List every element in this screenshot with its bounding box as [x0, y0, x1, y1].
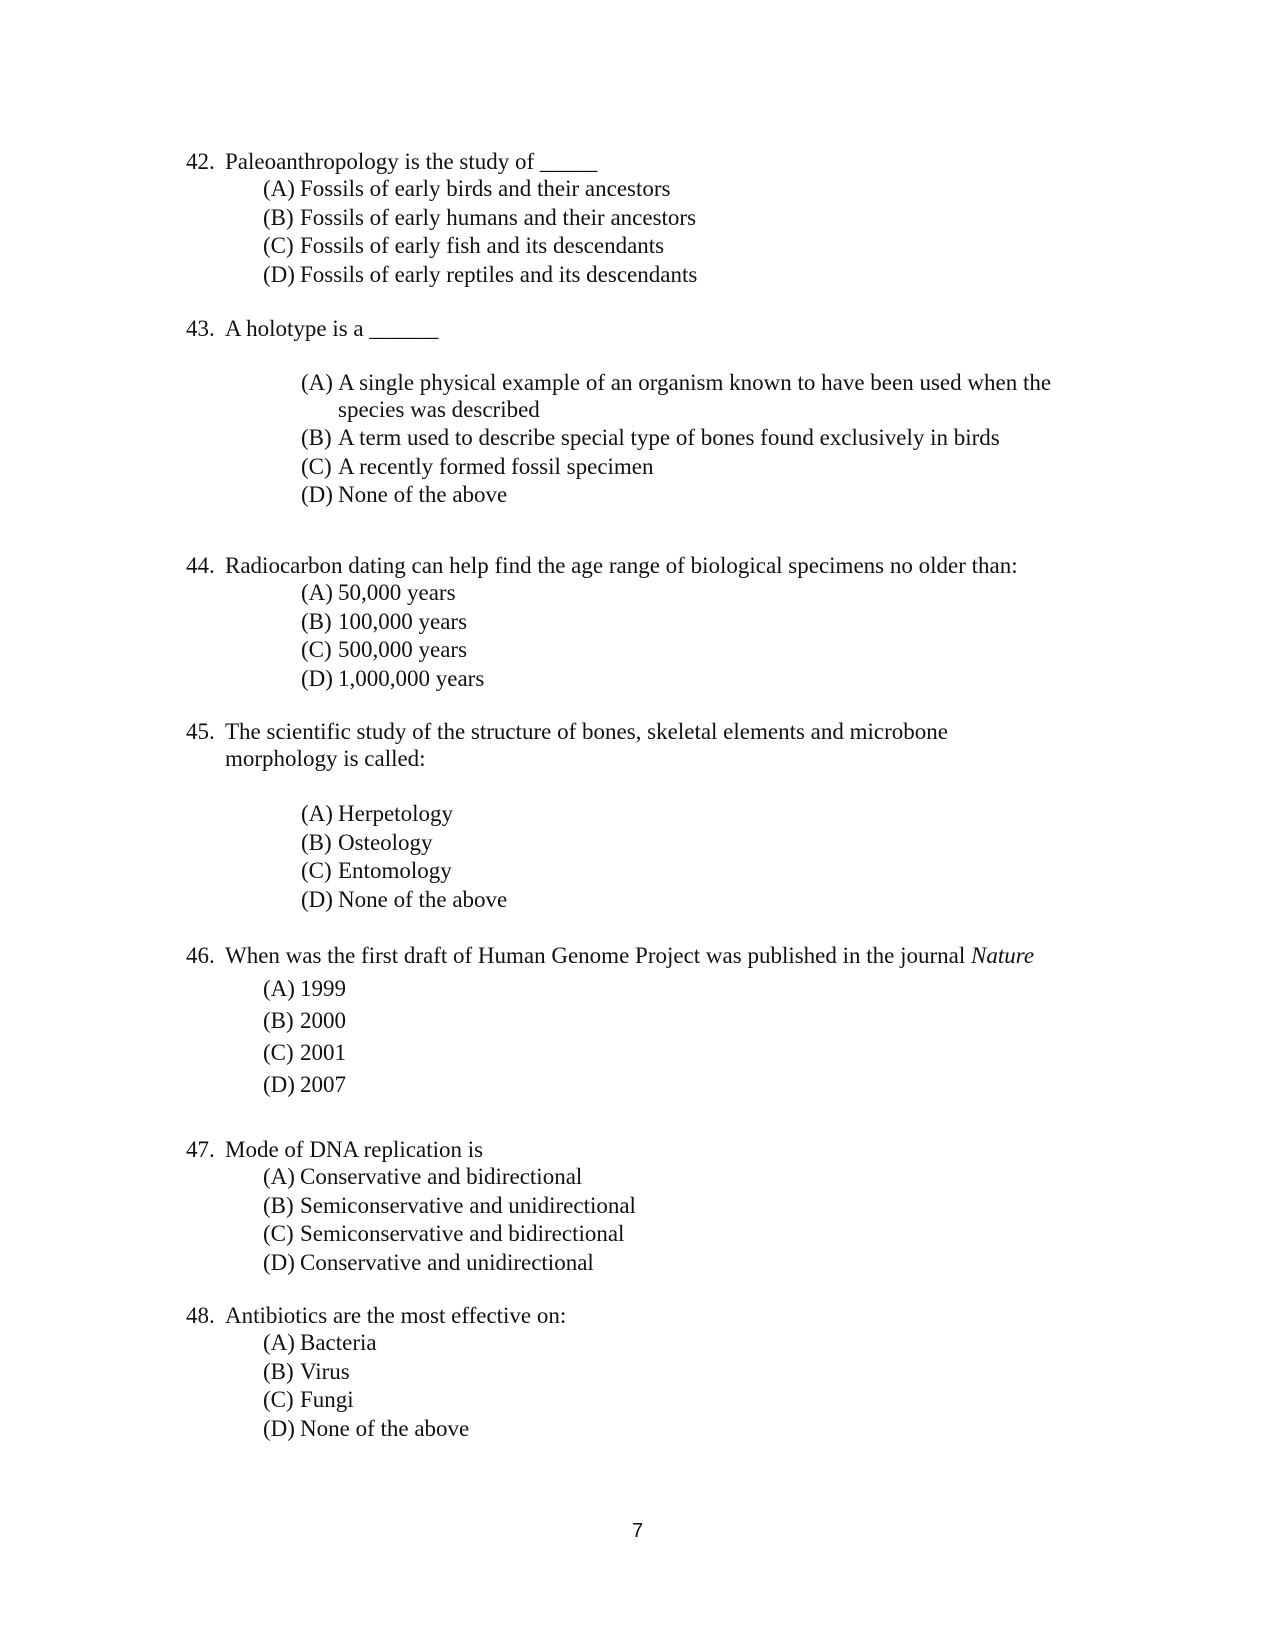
option-letter: (C) — [263, 1221, 294, 1246]
option-d — [301, 665, 1116, 694]
option-letter: (D) — [263, 1072, 295, 1097]
option-c — [301, 636, 1116, 665]
question-text: Radiocarbon dating can help find the age range of biological specimens no older than: — [225, 553, 1018, 578]
option-text: 50,000 years — [338, 580, 456, 605]
option-text: None of the above — [300, 1415, 470, 1441]
option-letter: (A) — [263, 1164, 295, 1189]
option-list — [263, 973, 1116, 1101]
option-c — [301, 453, 1111, 482]
option-text: Fossils of early birds and their ancestors — [300, 176, 671, 201]
option-letter: (A) — [301, 580, 333, 605]
option-text: Semiconservative and unidirectional — [300, 1192, 636, 1218]
option-d — [263, 1249, 1116, 1278]
question-number: 45. — [186, 719, 215, 744]
question-stem — [186, 942, 1116, 969]
option-text: Bacteria — [300, 1330, 377, 1355]
option-list — [301, 369, 1111, 510]
option-text: A recently formed fossil specimen — [338, 453, 654, 479]
option-letter: (A) — [263, 976, 295, 1001]
question-44 — [186, 552, 1116, 693]
option-letter: (B) — [263, 1358, 294, 1384]
option-b — [263, 1358, 1116, 1387]
option-text: A term used to describe special type of bones found exclusively in birds — [338, 425, 1000, 450]
journal-name: Nature — [971, 943, 1035, 968]
option-text: A single physical example of an organism known to have been used when the species was described — [338, 370, 1052, 422]
question-46 — [186, 942, 1116, 1101]
question-stem — [186, 148, 1116, 175]
option-letter: (B) — [263, 1192, 294, 1218]
option-a — [301, 579, 1116, 608]
page-number: 7 — [631, 1520, 644, 1542]
question-number: 47. — [186, 1137, 215, 1162]
option-text: 2007 — [300, 1072, 346, 1097]
option-b — [301, 829, 1116, 858]
question-stem — [186, 718, 1116, 745]
option-letter: (D) — [263, 1415, 295, 1441]
question-number: 48. — [186, 1303, 215, 1328]
option-list — [263, 1163, 1116, 1277]
option-text: Fossils of early reptiles and its descendants — [300, 261, 698, 287]
option-c — [263, 1220, 1116, 1249]
option-b — [301, 424, 1111, 453]
question-number: 42. — [186, 149, 215, 174]
option-list — [301, 800, 1116, 914]
option-letter: (C) — [263, 1387, 294, 1412]
option-d — [263, 1415, 1116, 1444]
option-text: None of the above — [338, 482, 508, 507]
option-a — [263, 1163, 1116, 1192]
question-number: 46. — [186, 943, 215, 968]
option-d — [263, 1069, 1116, 1101]
option-d — [263, 261, 1116, 290]
question-42 — [186, 148, 1116, 289]
option-text: Virus — [300, 1358, 350, 1384]
option-letter: (D) — [263, 261, 295, 287]
question-number: 43. — [186, 316, 215, 341]
option-letter: (B) — [301, 425, 332, 450]
option-text: 500,000 years — [338, 637, 468, 662]
option-text: Fossils of early fish and its descendants — [300, 233, 665, 258]
question-47 — [186, 1136, 1116, 1277]
option-a — [263, 175, 1116, 204]
option-text: Entomology — [338, 858, 452, 883]
question-43 — [186, 315, 1116, 510]
question-45 — [186, 718, 1116, 914]
option-a — [301, 800, 1116, 829]
option-letter: (A) — [301, 801, 333, 826]
option-letter: (B) — [263, 1008, 294, 1033]
question-text: A holotype is a ______ — [225, 316, 439, 341]
question-stem-continuation: morphology is called: — [225, 746, 426, 771]
option-c — [263, 232, 1116, 261]
option-letter: (D) — [301, 665, 333, 691]
option-text: Herpetology — [338, 801, 453, 826]
option-letter: (D) — [301, 482, 333, 507]
question-text: When was the first draft of Human Genome Project was published in the journal — [225, 943, 966, 968]
option-text: 1,000,000 years — [338, 665, 485, 691]
option-c — [263, 1386, 1116, 1415]
option-text: 2000 — [300, 1008, 346, 1033]
option-letter: (C) — [263, 1040, 294, 1065]
option-c — [301, 857, 1116, 886]
option-letter: (A) — [263, 1330, 295, 1355]
option-letter: (D) — [263, 1249, 295, 1275]
question-stem — [186, 315, 1116, 342]
option-a — [263, 1329, 1116, 1358]
question-stem — [186, 1136, 1116, 1163]
question-48 — [186, 1302, 1116, 1443]
option-list — [263, 1329, 1116, 1443]
option-d — [301, 886, 1116, 915]
option-a — [301, 369, 1111, 423]
question-text: Mode of DNA replication is — [225, 1137, 484, 1162]
option-b — [301, 608, 1116, 637]
option-text: Conservative and bidirectional — [300, 1164, 583, 1189]
option-list — [301, 579, 1116, 693]
option-letter: (B) — [301, 608, 332, 634]
option-b — [263, 1192, 1116, 1221]
option-letter: (A) — [263, 176, 295, 201]
option-text: Conservative and unidirectional — [300, 1249, 594, 1275]
option-b — [263, 204, 1116, 233]
option-letter: (A) — [301, 370, 333, 395]
option-d — [301, 481, 1111, 510]
option-text: 100,000 years — [338, 608, 468, 634]
option-c — [263, 1037, 1116, 1069]
option-letter: (C) — [301, 453, 332, 479]
option-letter: (D) — [301, 886, 333, 912]
question-stem — [186, 552, 1116, 579]
option-text: Osteology — [338, 829, 433, 855]
question-text: Paleoanthropology is the study of _____ — [225, 149, 598, 174]
question-text: Antibiotics are the most effective on: — [225, 1303, 567, 1328]
option-text: 1999 — [300, 976, 346, 1001]
option-b — [263, 1005, 1116, 1037]
option-text: Fossils of early humans and their ancestors — [300, 204, 697, 230]
option-letter: (C) — [301, 858, 332, 883]
option-text: Fungi — [300, 1387, 354, 1412]
option-text: 2001 — [300, 1040, 346, 1065]
option-letter: (C) — [263, 233, 294, 258]
option-a — [263, 973, 1116, 1005]
option-letter: (B) — [263, 204, 294, 230]
question-number: 44. — [186, 553, 215, 578]
option-list — [263, 175, 1116, 289]
option-text: None of the above — [338, 886, 508, 912]
option-text: Semiconservative and bidirectional — [300, 1221, 625, 1246]
option-letter: (C) — [301, 637, 332, 662]
option-letter: (B) — [301, 829, 332, 855]
question-stem — [186, 1302, 1116, 1329]
question-text: The scientific study of the structure of bones, skeletal elements and microbone — [225, 719, 948, 744]
